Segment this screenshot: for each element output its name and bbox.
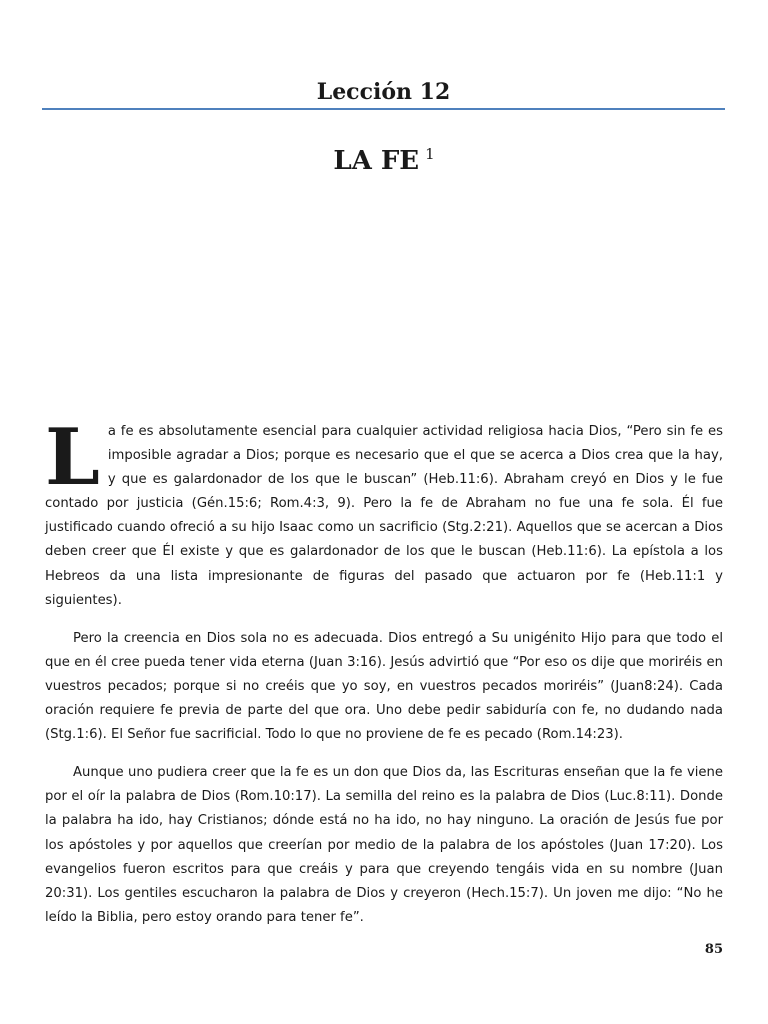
lesson-header — [42, 78, 725, 110]
drop-cap: L — [45, 412, 100, 503]
lesson-title: Lección 12 — [316, 79, 451, 105]
chapter-title-text: LA FE — [333, 146, 420, 176]
page-number: 85 — [704, 942, 723, 957]
paragraph-1 — [45, 412, 723, 613]
body-text — [45, 412, 723, 930]
paragraph-2: Pero la creencia en Dios sola no es adecuada. Dios entregó a Su unigénito Hijo para que todo el que en él cree pueda tener vida eterna (Juan 3:16). Jesús advirtió que “Por eso os dije que moriréis en vuestros pecados; porque si no creéis que yo soy, en vuestros pecados moriréis” (Juan8:24). Cada oración requiere fe previa de parte del que ora. Uno debe pedir sabiduría con fe, no dudando nada (Stg.1:6). El Señor fue sacrificial. Todo lo que no proviene de fe es pecado (Rom.14:23). — [45, 630, 723, 743]
paragraph-1-text: a fe es absolutamente esencial para cualquier actividad religiosa hacia Dios, “Pero sin fe es imposible agradar a Dios; porque es necesario que el que se acerca a Dios crea que la hay, y que es galardonador de los que le buscan” (Heb.11:6). Abraham creyó en Dios y le fue contado por justicia (Gén.15:6; Rom.4:3, 9). Pero la fe de Abraham no fue una fe sola. Él fue justificado cuando ofreció a su hijo Isaac como un sacrificio (Stg.2:21). Aquellos que se acercan a Dios deben creer que Él existe y que es galardonador de los que le buscan (Heb.11:6). La epístola a los Hebreos da una lista impresionante de figuras del pasado que actuaron por fe (Heb.11:1 y siguientes). — [45, 424, 723, 608]
paragraph-3: Aunque uno pudiera creer que la fe es un don que Dios da, las Escrituras enseñan que la fe viene por el oír la palabra de Dios (Rom.10:17). La semilla del reino es la palabra de Dios (Luc.8:11). Donde la palabra ha ido, hay Cristianos; dónde está no ha ido, no hay ninguno. La oración de Jesús fue por los apóstoles y por aquellos que creerían por medio de la palabra de los apóstoles (Juan 17:20). Los evangelios fueron escritos para que creáis y para que creyendo tengáis vida en su nombre (Juan 20:31). Los gentiles escucharon la palabra de Dios y creyeron (Hech.15:7). Un joven me dijo: “No he leído la Biblia, pero estoy orando para tener fe”. — [45, 765, 723, 925]
chapter-title — [0, 144, 768, 178]
footnote-reference[interactable]: 1 — [425, 145, 435, 164]
